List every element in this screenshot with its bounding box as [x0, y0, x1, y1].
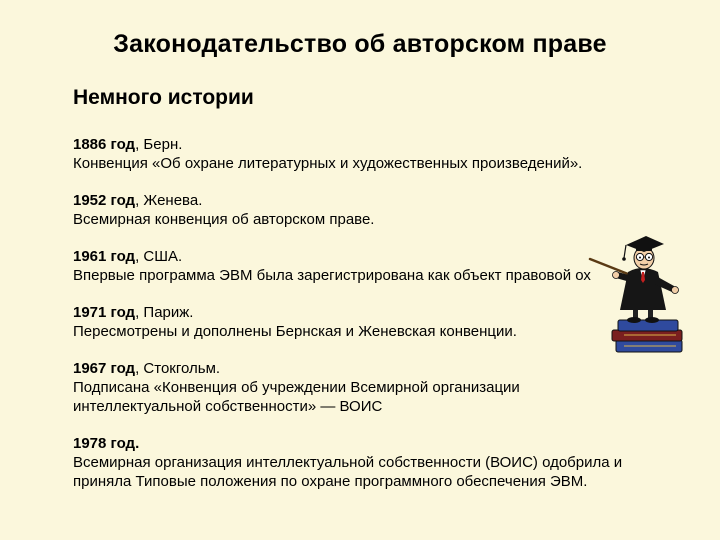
entry-year: 1971 год	[73, 304, 136, 321]
history-entry	[73, 359, 693, 416]
section-subtitle: Немного истории	[73, 86, 254, 109]
entry-place: , Берн.	[135, 136, 183, 153]
history-entry	[73, 434, 693, 491]
slide-title: Законодательство об авторском праве	[113, 30, 607, 58]
entry-year: 1967 год	[73, 360, 136, 377]
history-entry	[73, 135, 693, 173]
entry-year: 1886 год	[73, 136, 136, 153]
entry-text: Подписана «Конвенция об учреждении Всемирной организации	[73, 379, 520, 396]
entry-place: , Женева.	[135, 192, 203, 209]
entry-text: интеллектуальной собственности» — ВОИС	[73, 398, 383, 415]
graduate-professor-icon	[588, 232, 710, 364]
entry-place: , Париж.	[135, 304, 194, 321]
entry-place: , США.	[135, 248, 183, 265]
entry-text: Впервые программа ЭВМ была зарегистрирована как объект правовой ох	[73, 267, 591, 284]
entry-year: 1978 год.	[73, 435, 140, 452]
entry-text: приняла Типовые положения по охране программного обеспечения ЭВМ.	[73, 473, 588, 490]
entry-place: , Стокгольм.	[135, 360, 221, 377]
entry-year: 1961 год	[73, 248, 136, 265]
entry-year: 1952 год	[73, 192, 136, 209]
entry-text: Пересмотрены и дополнены Бернская и Женевская конвенции.	[73, 323, 517, 340]
entry-text: Конвенция «Об охране литературных и художественных произведений».	[73, 155, 583, 172]
entry-text: Всемирная конвенция об авторском праве.	[73, 211, 375, 228]
entry-text: Всемирная организация интеллектуальной собственности (ВОИС) одобрила и	[73, 454, 623, 471]
history-entry	[73, 191, 693, 229]
